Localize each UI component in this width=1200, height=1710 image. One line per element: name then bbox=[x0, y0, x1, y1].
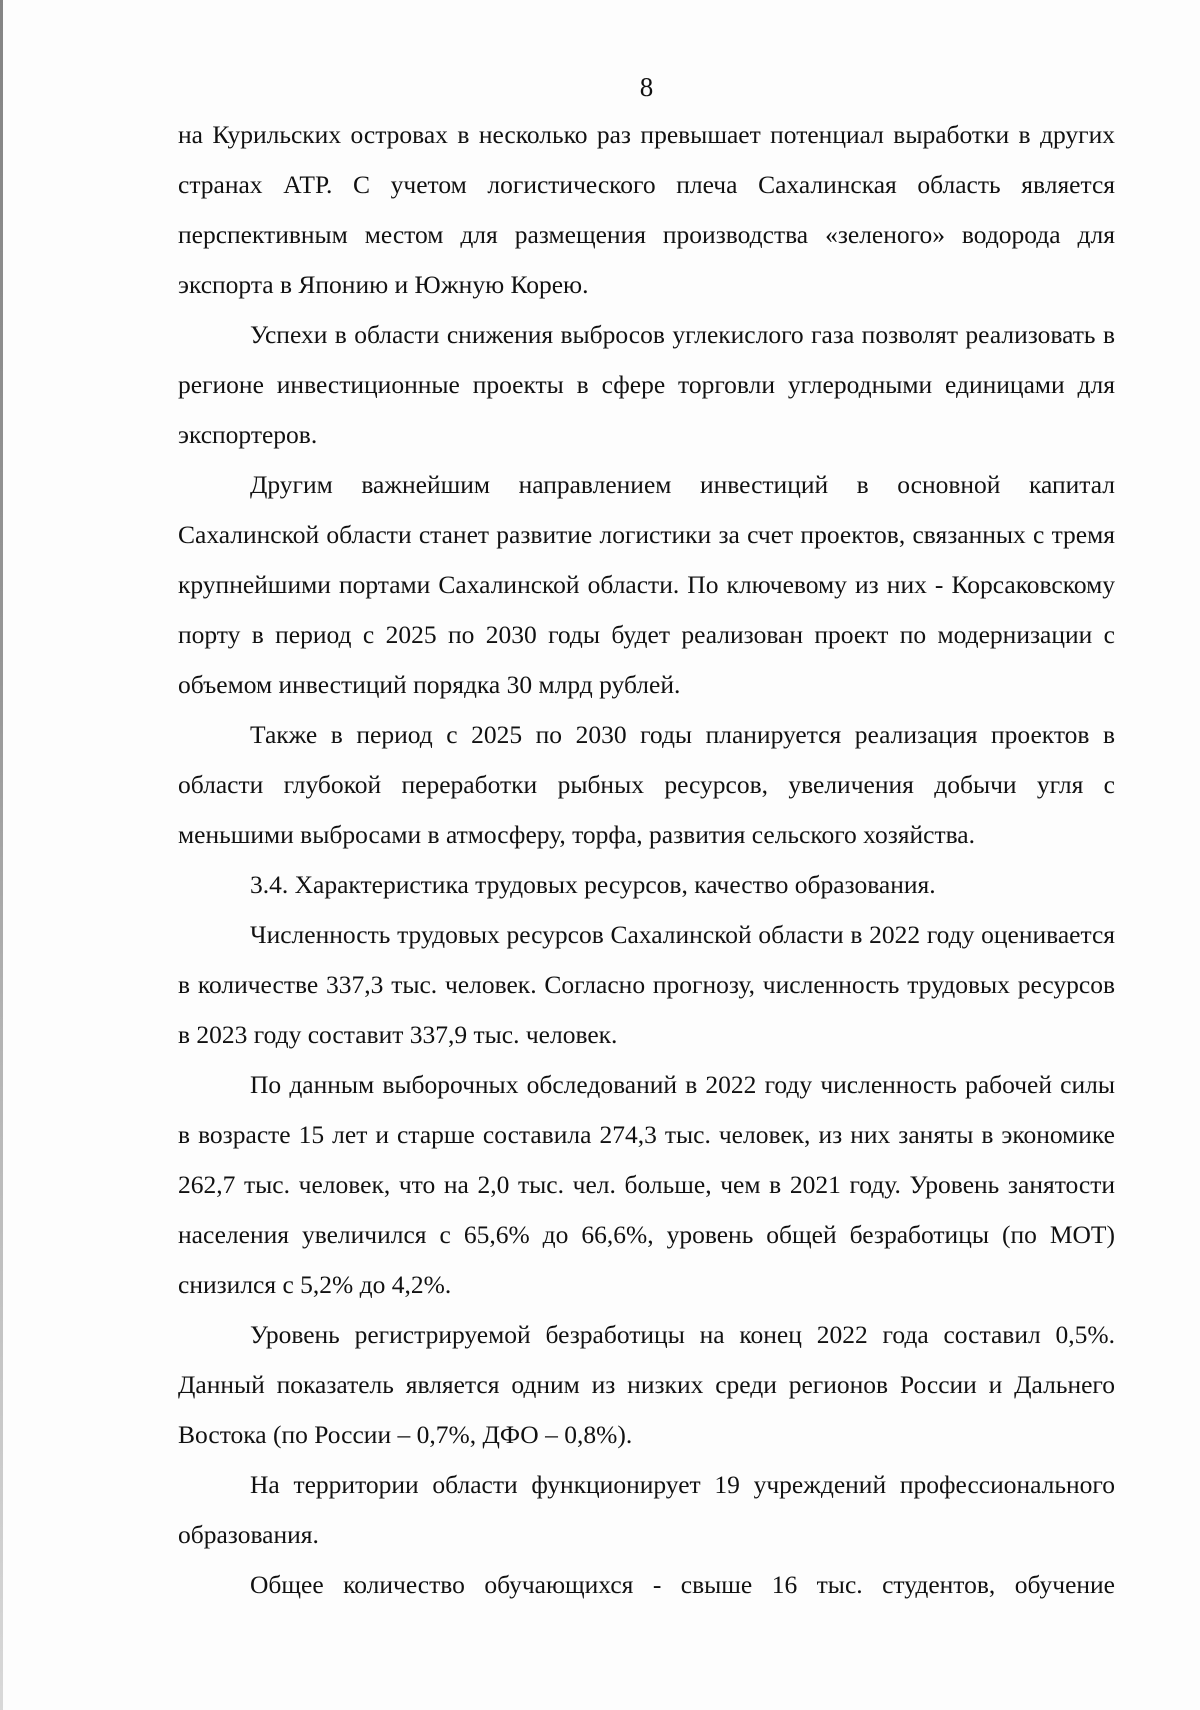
paragraph-investment-projects: Также в период с 2025 по 2030 годы планируется реализация проектов в области глубокой переработки рыбных ресурсов, увеличения добычи угля с меньшими выбросами в атмосферу, торфа, развития сельского хозяйства. bbox=[178, 720, 1115, 849]
page-number: 8 bbox=[639, 72, 654, 102]
paragraph-labor-resources-count: Численность трудовых ресурсов Сахалинской области в 2022 году оценивается в количестве 337,3 тыс. человек. Согласно прогнозу, численность трудовых ресурсов в 2023 году составит 337,9 тыс. человек. bbox=[178, 920, 1115, 1049]
document-body bbox=[178, 110, 1115, 1610]
paragraph-registered-unemployment: Уровень регистрируемой безработицы на конец 2022 года составил 0,5%. Данный показатель является одним из низких среди регионов России и Дальнего Востока (по России – 0,7%, ДФО – 0,8%). bbox=[178, 1320, 1115, 1449]
paragraph-employment-survey: По данным выборочных обследований в 2022 году численность рабочей силы в возрасте 15 лет и старше составила 274,3 тыс. человек, из них заняты в экономике 262,7 тыс. человек, что на 2,0 тыс. чел. больше, чем в 2021 году. Уровень занятости населения увеличился с 65,6% до 66,6%, уровень общей безработицы (по МОТ) снизился с 5,2% до 4,2%. bbox=[178, 1070, 1115, 1299]
paragraph-vocational-institutions: На территории области функционирует 19 учреждений профессионального образования. bbox=[178, 1470, 1115, 1549]
paragraph-hydrogen-export: на Курильских островах в несколько раз превышает потенциал выработки в других странах АТР. С учетом логистического плеча Сахалинская область является перспективным местом для размещения производства «зеленого» водорода для экспорта в Японию и Южную Корею. bbox=[178, 120, 1115, 299]
paragraph-students-count: Общее количество обучающихся - свыше 16 тыс. студентов, обучение bbox=[250, 1570, 1115, 1599]
scan-edge-shadow bbox=[0, 0, 3, 1710]
paragraph-carbon-units: Успехи в области снижения выбросов углекислого газа позволят реализовать в регионе инвестиционные проекты в сфере торговли углеродными единицами для экспортеров. bbox=[178, 320, 1115, 449]
section-heading-labor-resources: 3.4. Характеристика трудовых ресурсов, качество образования. bbox=[250, 870, 936, 899]
paragraph-ports-logistics: Другим важнейшим направлением инвестиций в основной капитал Сахалинской области станет развитие логистики за счет проектов, связанных с тремя крупнейшими портами Сахалинской области. По ключевому из них - Корсаковскому порту в период с 2025 по 2030 годы будет реализован проект по модернизации с объемом инвестиций порядка 30 млрд рублей. bbox=[178, 470, 1115, 699]
